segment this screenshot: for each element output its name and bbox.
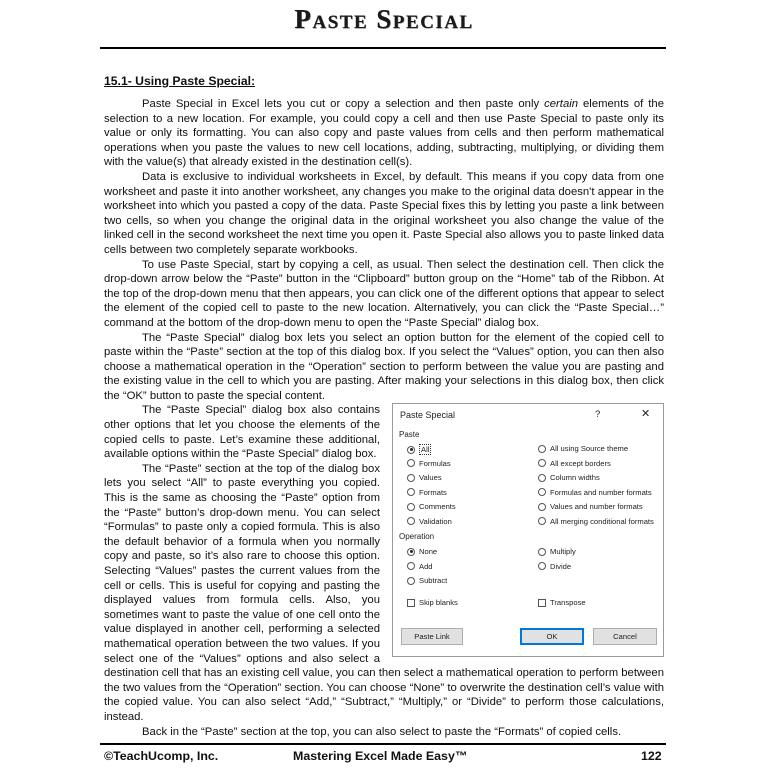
section-heading: 15.1- Using Paste Special: — [104, 74, 256, 88]
paste-left-option — [407, 502, 456, 511]
paste-right-option — [538, 488, 652, 497]
paragraph-1 — [104, 97, 664, 170]
operation-left-label: Subtract — [419, 576, 448, 586]
paste-left-radio — [407, 488, 415, 496]
paste-left-option — [407, 473, 442, 482]
paste-right-radio — [538, 459, 546, 467]
paste-right-label: Values and number formats — [550, 502, 643, 512]
paste-left-label: Validation — [419, 516, 452, 526]
paste-right-option — [538, 502, 643, 511]
paste-left-label: All — [421, 445, 430, 455]
paste-right-label: Column widths — [550, 473, 600, 483]
dialog-title: Paste Special — [400, 410, 456, 421]
paragraph-1-part-a: Paste Special in Excel lets you cut or copy a selection and then paste only — [142, 98, 545, 110]
paste-right-option — [538, 517, 654, 526]
paste-right-label: All using Source theme — [550, 444, 629, 454]
paste-right-label: Formulas and number formats — [550, 487, 652, 497]
title-rule — [100, 47, 666, 49]
operation-left-option — [407, 562, 433, 571]
wrapped-text-area — [104, 403, 664, 724]
paste-group-label: Paste — [399, 430, 420, 440]
paragraph-6: The “Paste” section at the top of the dialog box lets you select “All” to paste everything you copied. This is the same as choosing the “Paste” option from the “Paste” button’s drop-down menu. You can select “Formulas” to paste only a copied formula. This is also the default behavior of a formula when you normally copy and paste, so it’s also rare to choose this option. Selecting “Values” pastes the current values from the cell or cells. This is useful for copying and pasting the displayed values from formula cells. Also, you sometimes want to paste the value of one cell onto the value displayed in another cell, performing a selected mathematical operation between the two values. If you select one of the “Values” options and also select a destination cell that has an existing cell value, you can then select a mathematical operation to perform between the two values from the “Operation” section. You can choose “None” to overwrite the destination cell’s value with the copied value. You can also select “Add,” “Subtract,” “Multiply,” or “Divide” to perform those calculations, instead. — [104, 462, 664, 723]
paragraph-5: The “Paste Special” dialog box also contains other options that let you choose the elements of the copied cells to paste. Let’s examine these additional, available options within the “Paste Special” dialog box. — [104, 404, 380, 461]
operation-left-option — [407, 547, 437, 556]
paste-left-label: Formats — [419, 487, 447, 497]
paste-right-radio — [538, 517, 546, 525]
paste-left-label: Values — [419, 473, 442, 483]
page-content — [104, 74, 664, 739]
paste-left-label: Formulas — [419, 458, 451, 468]
operation-right-option — [538, 562, 571, 571]
paste-right-option — [538, 444, 628, 453]
paste-link-button: Paste Link — [401, 628, 463, 645]
paste-left-option — [407, 459, 451, 468]
operation-right-option — [538, 547, 576, 556]
paste-left-radio — [407, 474, 415, 482]
paste-right-radio — [538, 503, 546, 511]
operation-right-label: Multiply — [550, 547, 576, 557]
paste-right-label: All except borders — [550, 458, 611, 468]
paste-left-option — [407, 517, 452, 526]
paste-right-option — [538, 459, 611, 468]
cancel-button: Cancel — [593, 628, 657, 645]
help-icon: ? — [595, 409, 601, 421]
transpose-option — [538, 598, 586, 607]
skip-blanks-label: Skip blanks — [419, 598, 458, 608]
footer-copyright: ©TeachUcomp, Inc. — [104, 749, 219, 763]
paste-left-radio — [407, 459, 415, 467]
operation-right-radio — [538, 548, 546, 556]
paragraph-4: The “Paste Special” dialog box lets you select an option button for the element of the copied cell to paste within the “Paste” section at the top of this dialog box. If you select the “Values” option, you can then also choose a mathematical operation in the “Operation” section to perform between the value you are pasting and the existing value in the cell to which you are pasting. After making your selections in this dialog box, then click the “OK” button to paste the special content. — [104, 331, 664, 402]
operation-right-radio — [538, 562, 546, 570]
paragraph-1-emphasis: certain — [544, 98, 579, 110]
operation-left-radio — [407, 562, 415, 570]
paragraph-3: To use Paste Special, start by copying a cell, as usual. Then select the destination cell. Then click the drop-down arrow below the “Paste” button in the “Clipboard” button group on the “Home” tab of the Ribbon. At the top of the drop-down menu that then appears, you can click one of the different options that appear to select the element of the copied cell to paste to the new location. Alternatively, you can click the “Paste Special…” command at the bottom of the drop-down menu to open the “Paste Special” dialog box. — [104, 258, 664, 329]
operation-group-label: Operation — [399, 532, 435, 542]
paste-right-label: All merging conditional formats — [550, 516, 654, 526]
transpose-label: Transpose — [550, 598, 586, 608]
paste-left-option — [407, 488, 447, 497]
operation-left-label: Add — [419, 561, 433, 571]
operation-left-radio — [407, 577, 415, 585]
skip-blanks-checkbox — [407, 599, 415, 607]
skip-blanks-option — [407, 598, 458, 607]
paste-right-option — [538, 473, 600, 482]
transpose-checkbox — [538, 599, 546, 607]
paste-left-option — [407, 444, 431, 455]
paste-left-radio — [407, 446, 415, 454]
paste-right-radio — [538, 445, 546, 453]
page-title: Paste Special — [294, 4, 474, 34]
paste-left-radio — [407, 503, 415, 511]
paragraph-2: Data is exclusive to individual worksheets in Excel, by default. This means if you copy data from one worksheet and paste it into another worksheet, any changes you make to the original data doesn't appear in the worksheet into which you pasted a copy of the data. Paste Special fixes this by letting you paste a link between two cells, so when you change the original data in the original worksheet you also change the value of the linked cell in the second worksheet the next time you open it. Paste Special also allows you to paste linked data cells between two completely separate workbooks. — [104, 170, 664, 256]
paste-left-label: Comments — [419, 502, 456, 512]
paragraph-1-part-b: elements of the selection to a new location. For example, you could copy a cell and then use Paste Special to paste only its value or only its formatting. You can also copy and paste values from cells and then perform mathematical operations when you paste the values to new cell locations, adding, subtracting, multiplying, or dividing them with the value(s) that already existed in the destination cell(s). — [104, 98, 664, 169]
operation-left-option — [407, 576, 447, 585]
dialog-figure — [392, 403, 664, 657]
operation-left-label: None — [419, 547, 438, 557]
close-icon: ✕ — [641, 408, 651, 421]
paste-right-radio — [538, 474, 546, 482]
operation-left-radio — [407, 548, 415, 556]
ok-button: OK — [520, 628, 584, 645]
paragraph-7: Back in the “Paste” section at the top, you can also select to paste the “Formats” of copied cells. — [142, 725, 622, 738]
paste-left-radio — [407, 517, 415, 525]
paste-special-dialog — [392, 403, 664, 657]
operation-right-label: Divide — [550, 561, 572, 571]
footer-page-number: 122 — [641, 749, 662, 763]
footer-book-title: Mastering Excel Made Easy™ — [293, 749, 468, 763]
footer-rule — [100, 743, 666, 745]
paste-right-radio — [538, 488, 546, 496]
